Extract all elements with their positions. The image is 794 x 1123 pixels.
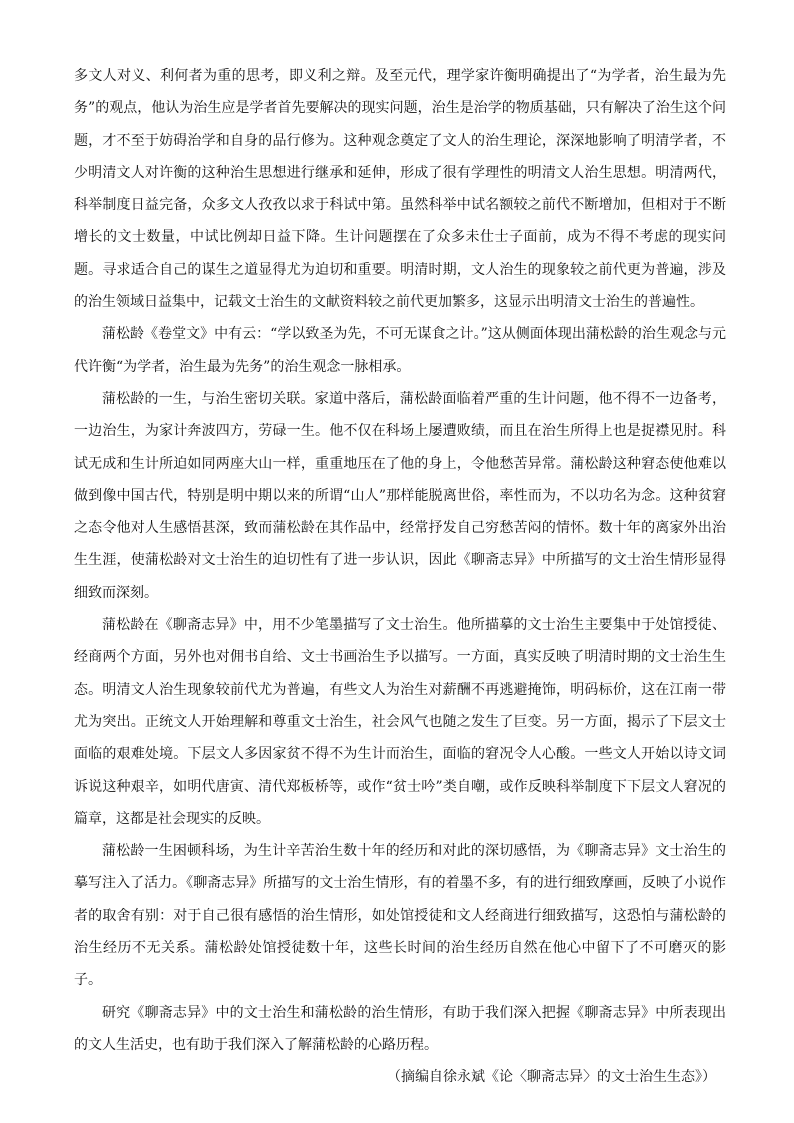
paragraph-3: 蒲松龄的一生，与治生密切关联。家道中落后，蒲松龄面临着严重的生计问题，他不得不一边备考，一边治生，为家计奔波四方，劳碌一生。他不仅在科场上屡遭败绩，而且在治生所得上也是捉襟见肘。科试无成和生计所迫如同两座大山一样，重重地压在了他的身上，令他愁苦异常。蒲松龄这种窘态使他难以做到像中国古代，特别是明中期以来的所谓“山人”那样能脱离世俗，率性而为，不以功名为念。这种贫窘之态令他对人生感悟甚深，致而蒲松龄在其作品中，经常抒发自己穷愁苦闷的情怀。数十年的离家外出治生生涯，使蒲松龄对文士治生的迫切性有了进一步认识，因此《聊斋志异》中所描写的文士治生情形显得细致而深刻。 [74, 390, 726, 601]
source-citation: （摘编自徐永斌《论〈聊斋志异〉的文士治生生态》） [387, 1069, 716, 1086]
document-page [74, 60, 726, 1094]
paragraph-6: 研究《聊斋志异》中的文士治生和蒲松龄的治生情形，有助于我们深入把握《聊斋志异》中所表现出的文人生活史，也有助于我们深入了解蒲松龄的心路历程。 [74, 1004, 726, 1053]
paragraph-1: 多文人对义、利何者为重的思考，即义利之辩。及至元代，理学家许衡明确提出了“为学者，治生最为先务”的观点，他认为治生应是学者首先要解决的现实问题，治生是治学的物质基础，只有解决了治生这个问题，才不至于妨碍治学和自身的品行修为。这种观念奠定了文人的治生理论，深深地影响了明清学者，不少明清文人对许衡的这种治生思想进行继承和延伸，形成了很有学理性的明清文人治生思想。明清两代，科举制度日益完备，众多文人孜孜以求于科试中第。虽然科举中试名额较之前代不断增加，但相对于不断增长的文士数量，中试比例却日益下降。生计问题摆在了众多未仕士子面前，成为不得不考虑的现实问题。寻求适合自己的谋生之道显得尤为迫切和重要。明清时期，文人治生的现象较之前代更为普遍，涉及的治生领域日益集中，记载文士治生的文献资料较之前代更加繁多，这显示出明清文士治生的普遍性。 [74, 68, 726, 311]
paragraph-5: 蒲松龄一生困顿科场，为生计辛苦治生数十年的经历和对此的深切感悟，为《聊斋志异》文士治生的摹写注入了活力。《聊斋志异》所描写的文士治生情形，有的着墨不多，有的进行细致摩画，反映了小说作者的取舍有别：对于自己很有感悟的治生情形，如处馆授徒和文人经商进行细致描写，这恐怕与蒲松龄的治生经历不无关系。蒲松龄处馆授徒数十年，这些长时间的治生经历自然在他心中留下了不可磨灭的影子。 [74, 843, 726, 989]
paragraph-4: 蒲松龄在《聊斋志异》中，用不少笔墨描写了文士治生。他所描摹的文士治生主要集中于处馆授徒、经商两个方面，另外也对佣书自给、文士书画治生予以描写。一方面，真实反映了明清时期的文士治生生态。明清文人治生现象较前代尤为普遍，有些文人为治生对薪酬不再逃避掩饰，明码标价，这在江南一带尤为突出。正统文人开始理解和尊重文士治生，社会风气也随之发生了巨变。另一方面，揭示了下层文士面临的艰难处境。下层文人多因家贫不得不为生计而治生，面临的窘况令人心酸。一些文人开始以诗文词诉说这种艰辛，如明代唐寅、清代郑板桥等，或作“贫士吟”类自嘲，或作反映科举制度下下层文人窘况的篇章，这都是社会现实的反映。 [74, 617, 726, 827]
paragraph-2: 蒲松龄《卷堂文》中有云：“学以致圣为先，不可无谋食之计。”这从侧面体现出蒲松龄的治生观念与元代许衡“为学者，治生最为先务”的治生观念一脉相承。 [74, 326, 726, 375]
